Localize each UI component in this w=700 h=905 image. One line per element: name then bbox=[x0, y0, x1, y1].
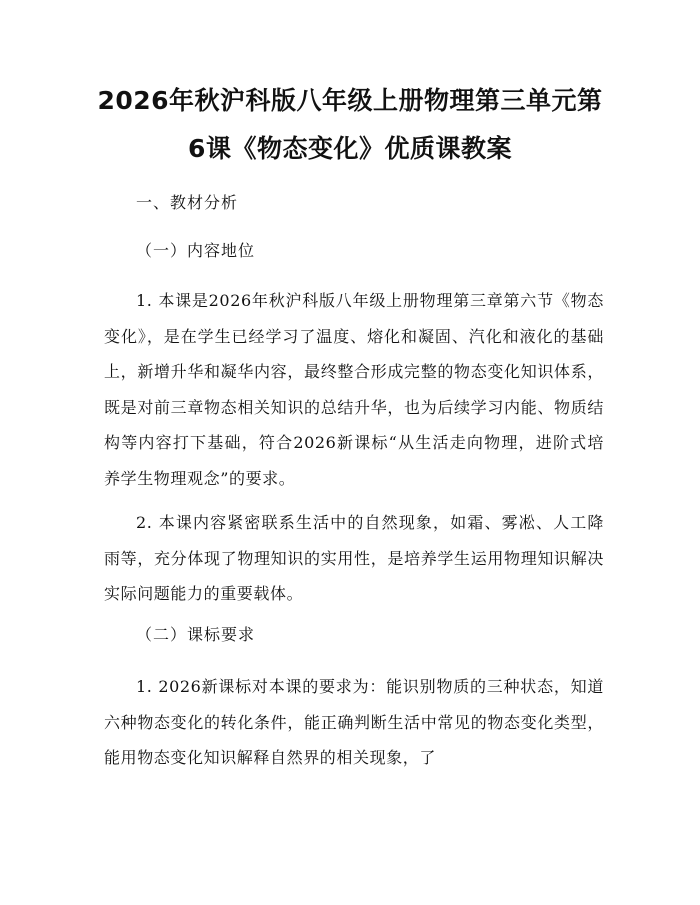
document-title-line-1: 2026年秋沪科版八年级上册物理第三单元第 bbox=[97, 86, 603, 115]
paragraph-content-position-2: 2. 本课内容紧密联系生活中的自然现象，如霜、雾凇、人工降雨等，充分体现了物理知识的实用性，是培养学生运用物理知识解决实际问题能力的重要载体。 bbox=[104, 513, 604, 603]
paragraph-curriculum-requirements-1: 1. 2026新课标对本课的要求为：能识别物质的三种状态，知道六种物态变化的转化条件，能正确判断生活中常见的物态变化类型，能用物态变化知识解释自然界的相关现象，了 bbox=[104, 677, 604, 767]
subsection-heading-curriculum-requirements: （二）课标要求 bbox=[136, 625, 256, 644]
section-heading-textbook-analysis: 一、教材分析 bbox=[136, 193, 239, 212]
document-title-line-2: 6课《物态变化》优质课教案 bbox=[188, 134, 512, 163]
paragraph-content-position-1: 1. 本课是2026年秋沪科版八年级上册物理第三章第六节《物态变化》，是在学生已经学习了温度、熔化和凝固、汽化和液化的基础上，新增升华和凝华内容，最终整合形成完整的物态变化知识体系，既是对前三章物态相关知识的总结升华，也为后续学习内能、物质结构等内容打下基础，符合2026新课标“从生活走向物理，进阶式培养学生物理观念”的要求。 bbox=[104, 291, 604, 488]
subsection-heading-content-position: （一）内容地位 bbox=[136, 241, 256, 260]
